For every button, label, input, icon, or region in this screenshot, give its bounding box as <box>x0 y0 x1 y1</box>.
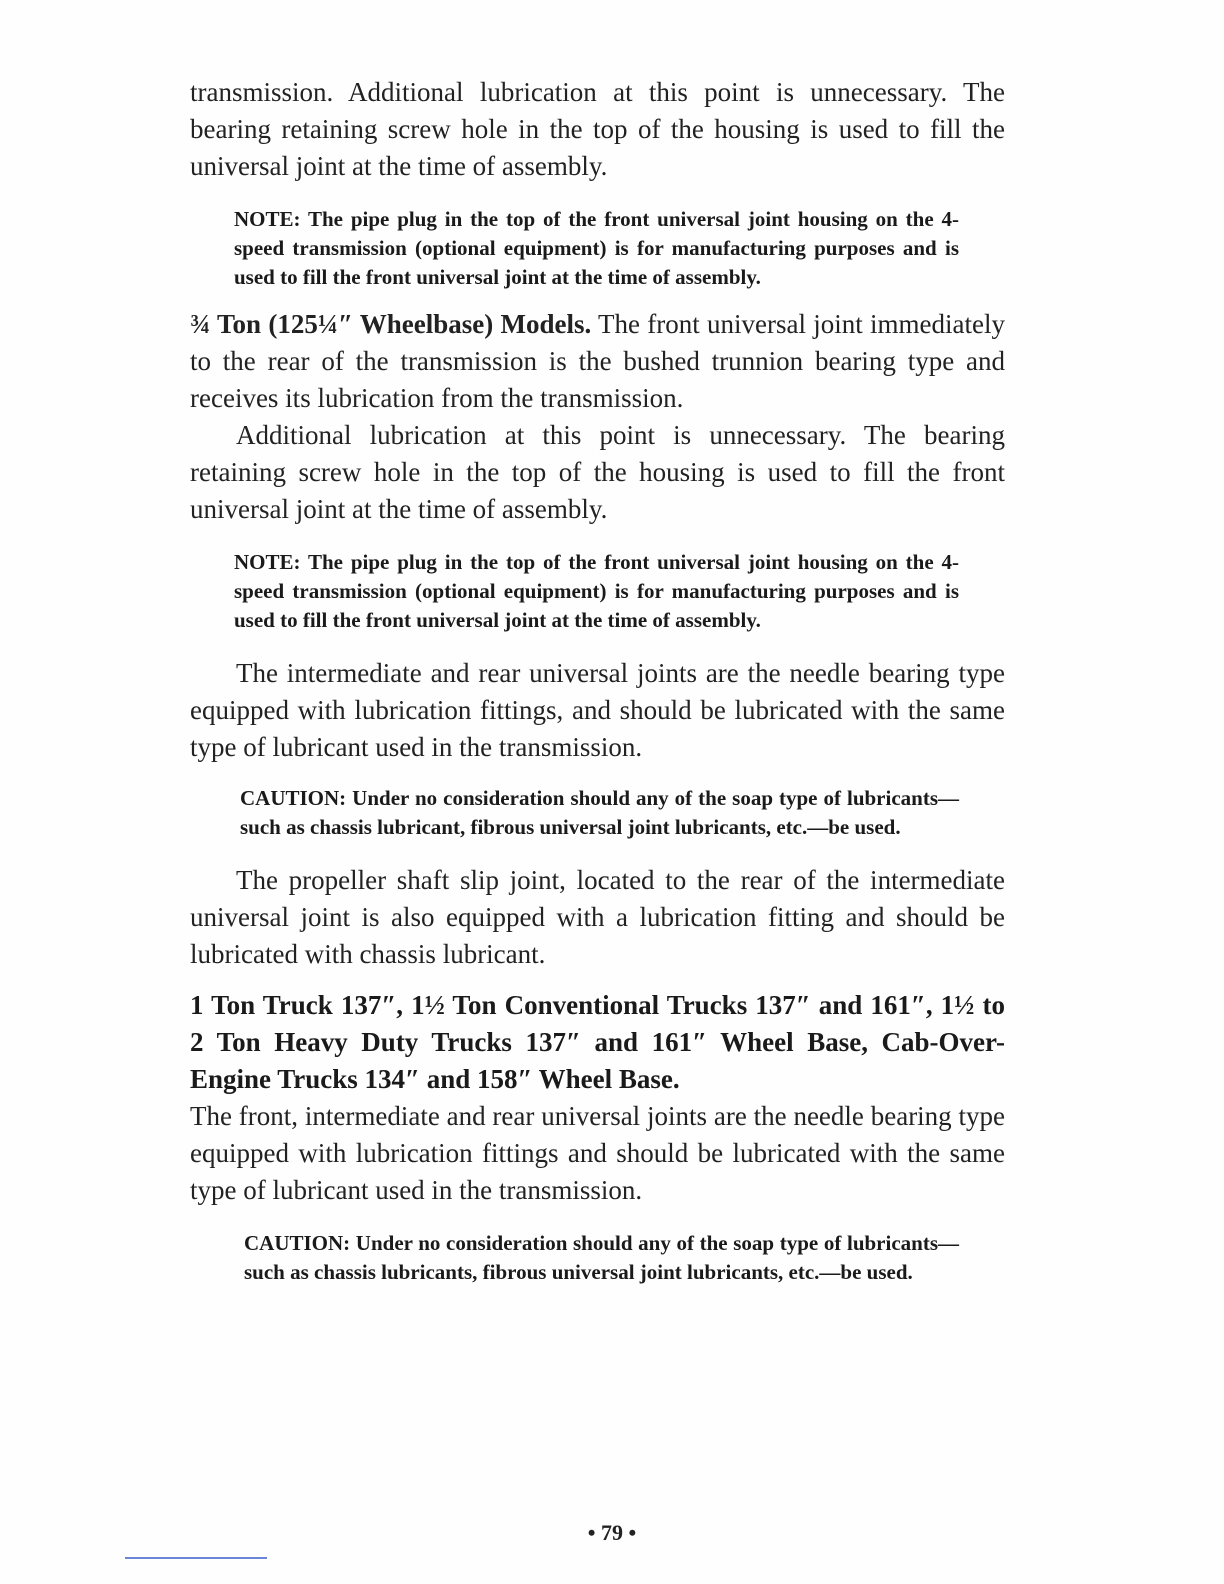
section-three-quarter-ton <box>190 306 1005 417</box>
text-column <box>190 70 1005 1287</box>
paragraph-slip-joint: The propeller shaft slip joint, located to the rear of the intermediate universal joint is also equipped with a lubrication fitting and should be lubricated with chassis lubricant. <box>190 865 1005 969</box>
caution-soap-lubricants-1: CAUTION: Under no consideration should any of the soap type of lubricants—such as chassis lubricant, fibrous universal joint lubricants, etc.—be used. <box>240 786 959 839</box>
paragraph-additional-lubrication: Additional lubrication at this point is unnecessary. The bearing retaining screw hole in the top of the housing is used to fill the front universal joint at the time of assembly. <box>190 420 1005 524</box>
note-pipe-plug-1: NOTE: The pipe plug in the top of the front universal joint housing on the 4-speed transmission (optional equipment) is for manufacturing purposes and is used to fill the front universal joint at the time of assembly. <box>234 207 959 289</box>
note-pipe-plug-2: NOTE: The pipe plug in the top of the front universal joint housing on the 4-speed transmission (optional equipment) is for manufacturing purposes and is used to fill the front universal joint at the time of assembly. <box>234 550 959 632</box>
section-heading-heavy-trucks: 1 Ton Truck 137″, 1½ Ton Conventional Trucks 137″ and 161″, 1½ to 2 Ton Heavy Duty Trucks 137″ and 161″ Wheel Base, Cab-Over-Engine Trucks 134″ and 158″ Wheel Base. <box>190 990 1005 1094</box>
section-text-three-quarter-ton: The front universal joint immediately to the rear of the transmission is the bushed trunnion bearing type and receives its lubrication from the transmission. <box>190 309 1005 413</box>
footer-rule <box>125 1557 267 1559</box>
page-number: • 79 • <box>587 1520 637 1545</box>
caution-soap-lubricants-2: CAUTION: Under no consideration should any of the soap type of lubricants—such as chassis lubricants, fibrous universal joint lubricants, etc.—be used. <box>244 1231 959 1284</box>
section-text-heavy-trucks: The front, intermediate and rear universal joints are the needle bearing type equipped with lubrication fittings and should be lubricated with the same type of lubricant used in the transmission. <box>190 1101 1005 1205</box>
section-heading-three-quarter-ton: ¾ Ton (125¼″ Wheelbase) Models. <box>190 309 592 339</box>
paragraph-transmission-lubrication: transmission. Additional lubrication at this point is unnecessary. The bearing retaining screw hole in the top of the housing is used to fill the universal joint at the time of assembly. <box>190 77 1005 181</box>
paragraph-intermediate-rear-joints: The intermediate and rear universal joints are the needle bearing type equipped with lubrication fittings, and should be lubricated with the same type of lubricant used in the transmission. <box>190 658 1005 762</box>
